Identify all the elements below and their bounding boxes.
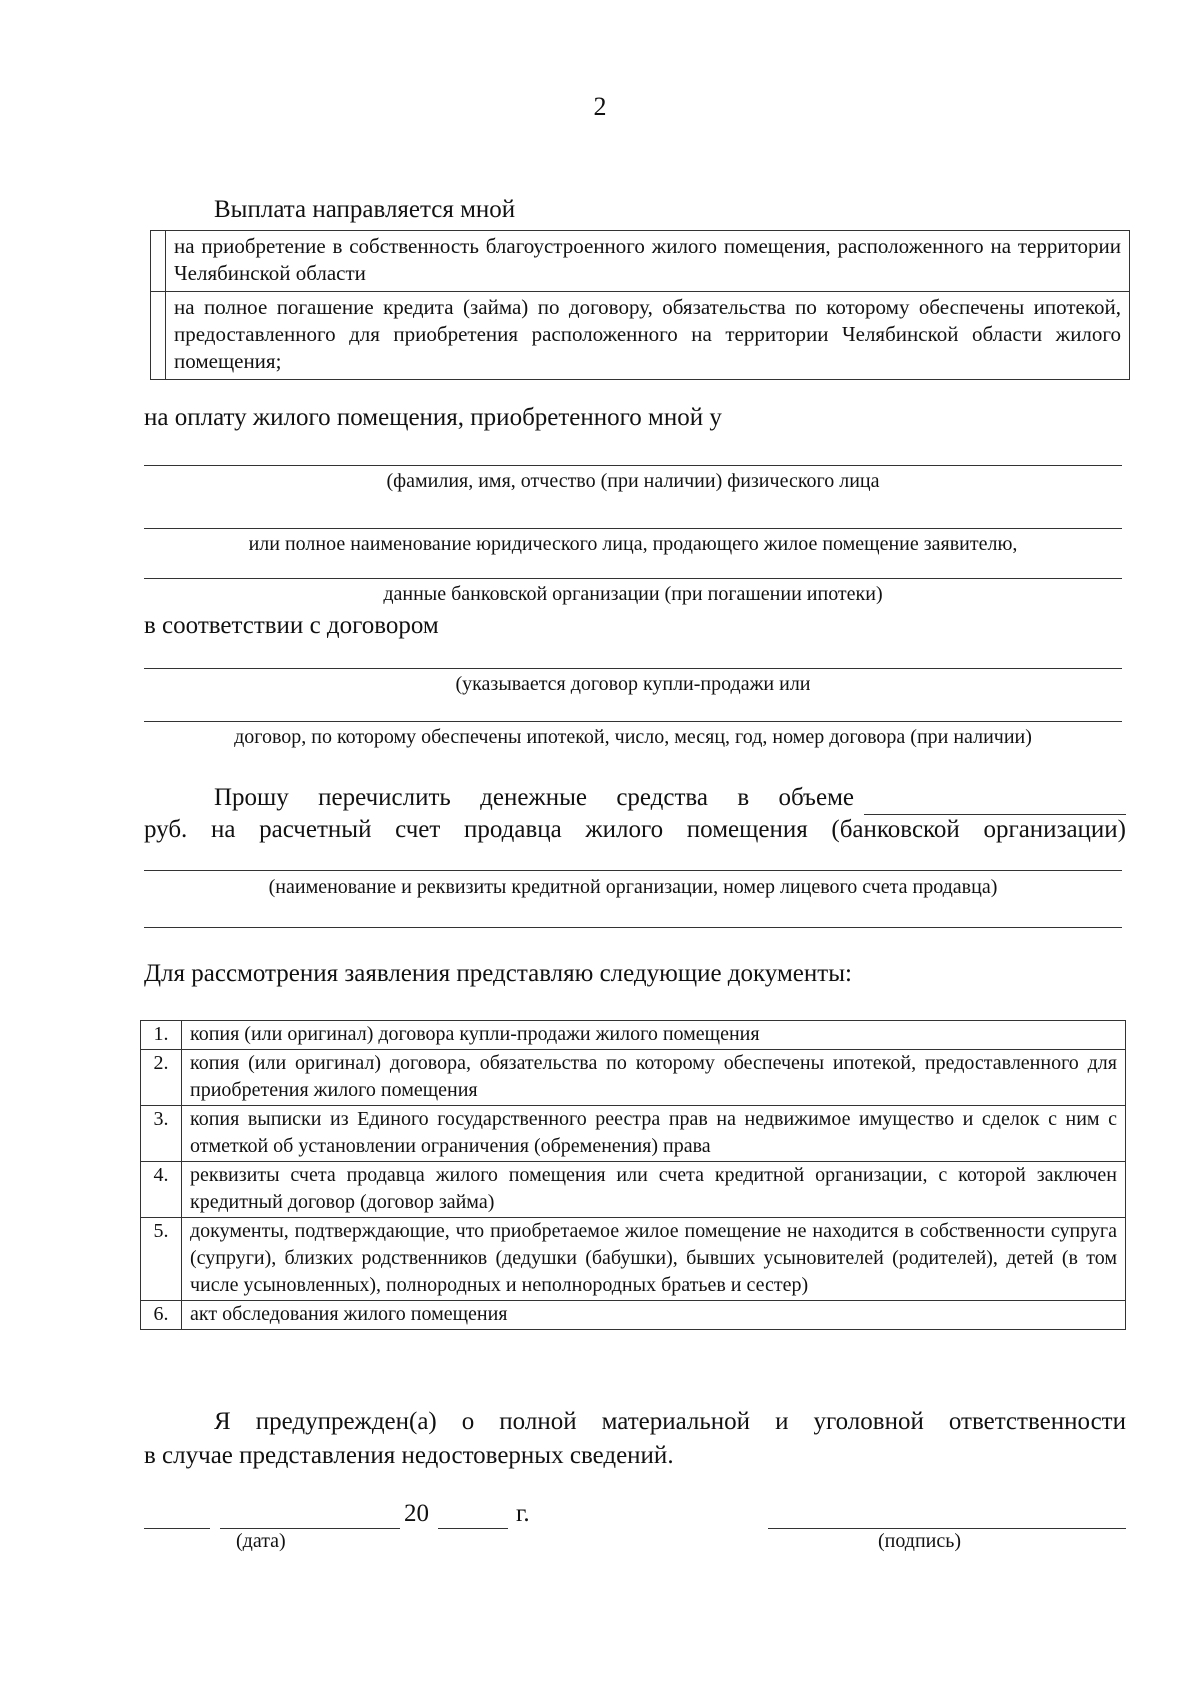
seller-name-field[interactable] [144, 465, 1122, 466]
bank-account-caption: (наименование и реквизиты кредитной организации, номер лицевого счета продавца) [268, 876, 998, 898]
document-text: акт обследования жилого помещения [182, 1301, 1126, 1330]
transfer-request-line1: Прошу перечислить денежные средства в объеме [214, 784, 854, 811]
signature-field[interactable] [768, 1528, 1126, 1529]
document-text: копия (или оригинал) договора купли-продажи жилого помещения [182, 1021, 1126, 1050]
bank-account-field[interactable] [144, 870, 1122, 871]
documents-heading: Для рассмотрения заявления представляю следующие документы: [144, 960, 852, 987]
transfer-request-line2: руб. на расчетный счет продавца жилого помещения (банковской организации) [144, 816, 1126, 843]
option-checkbox-purchase[interactable] [151, 231, 166, 292]
legal-entity-caption: или полное наименование юридического лица, продающего жилое помещение заявителю, [248, 533, 1018, 555]
date-month-field[interactable] [220, 1528, 400, 1529]
document-row [141, 1218, 1126, 1301]
documents-table [140, 1020, 1126, 1330]
document-text: копия выписки из Единого государственного реестра прав на недвижимое имущество и сделок с ним с отметкой об установлении ограничения (обременения) права [182, 1106, 1126, 1162]
document-number: 5. [141, 1218, 182, 1301]
seller-name-caption: (фамилия, имя, отчество (при наличии) физического лица [386, 470, 880, 492]
legal-entity-field[interactable] [144, 528, 1122, 529]
document-number: 3. [141, 1106, 182, 1162]
page-number: 2 [593, 92, 607, 121]
document-row [141, 1021, 1126, 1050]
signature-label: (подпись) [878, 1530, 962, 1552]
document-number: 2. [141, 1050, 182, 1106]
option-text-purchase: на приобретение в собственность благоустроенного жилого помещения, расположенного на территории Челябинской области [166, 231, 1130, 292]
document-number: 6. [141, 1301, 182, 1330]
warning-line1: Я предупрежден(а) о полной материальной и уголовной ответственности [214, 1408, 1126, 1435]
contract-type-field[interactable] [144, 668, 1122, 669]
document-row [141, 1162, 1126, 1218]
bank-account-field-2[interactable] [144, 927, 1122, 928]
amount-field[interactable] [864, 814, 1126, 815]
year-prefix: 20 [404, 1500, 429, 1527]
document-text: документы, подтверждающие, что приобретаемое жилое помещение не находится в собственности супруга (супруги), близких родственников (дедушки (бабушки), бывших усыновителей (родителей), детей (в том числе усыновленных), полнородных и неполнородных братьев и сестер) [182, 1218, 1126, 1301]
document-text: реквизиты счета продавца жилого помещения или счета кредитной организации, с которой заключен кредитный договор (договор займа) [182, 1162, 1126, 1218]
payment-purpose-options [150, 230, 1130, 380]
document-row [141, 1050, 1126, 1106]
intro-text: Выплата направляется мной [214, 196, 516, 223]
year-suffix: г. [516, 1500, 530, 1527]
document-number: 4. [141, 1162, 182, 1218]
contract-type-caption: (указывается договор купли-продажи или [455, 673, 811, 695]
payment-line-text: на оплату жилого помещения, приобретенного мной у [144, 404, 722, 431]
bank-data-caption: данные банковской организации (при погашении ипотеки) [383, 583, 883, 605]
date-label: (дата) [236, 1530, 286, 1552]
option-text-mortgage: на полное погашение кредита (займа) по договору, обязательства по которому обеспечены ипотекой, предоставленного для приобретения расположенного на территории Челябинской области жилого помещения; [166, 292, 1130, 380]
option-row [151, 292, 1130, 380]
option-checkbox-mortgage[interactable] [151, 292, 166, 380]
document-row [141, 1301, 1126, 1330]
contract-details-caption: договор, по которому обеспечены ипотекой, число, месяц, год, номер договора (при наличии) [234, 726, 1032, 748]
contract-details-field[interactable] [144, 721, 1122, 722]
option-row [151, 231, 1130, 292]
document-row [141, 1106, 1126, 1162]
document-text: копия (или оригинал) договора, обязательства по которому обеспечены ипотекой, предоставленного для приобретения жилого помещения [182, 1050, 1126, 1106]
contract-line-text: в соответствии с договором [144, 612, 439, 639]
date-year-field[interactable] [438, 1528, 508, 1529]
bank-data-field[interactable] [144, 578, 1122, 579]
warning-line2: в случае представления недостоверных сведений. [144, 1442, 674, 1469]
date-day-field[interactable] [144, 1528, 210, 1529]
document-number: 1. [141, 1021, 182, 1050]
